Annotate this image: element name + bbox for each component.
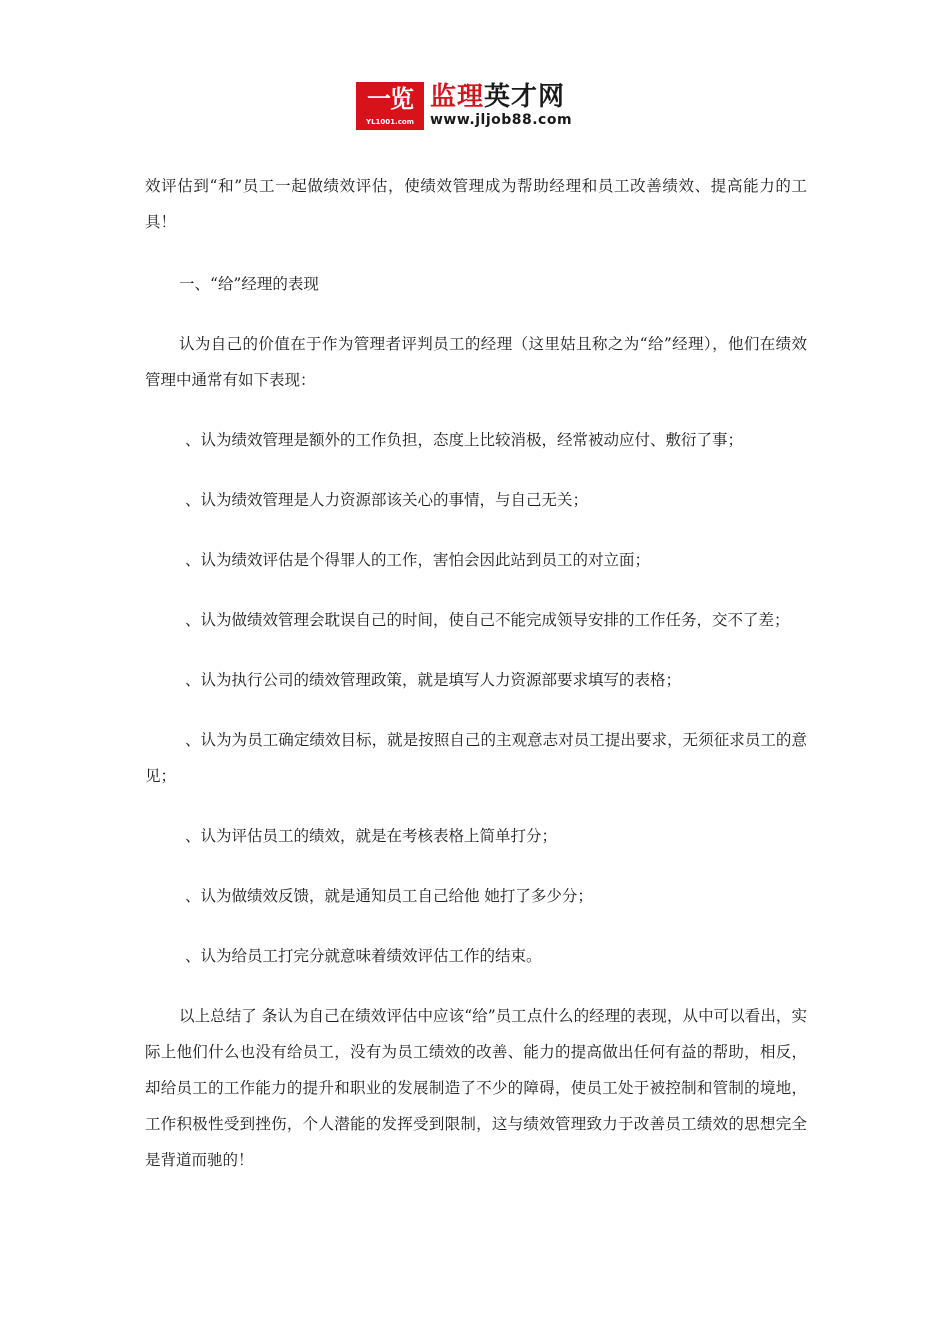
logo-text bbox=[430, 83, 572, 129]
list-item: 、认为做绩效管理会耽误自己的时间，使自己不能完成领导安排的工作任务，交不了差； bbox=[185, 611, 790, 629]
list-item: 、认为绩效评估是个得罪人的工作，害怕会因此站到员工的对立面； bbox=[185, 551, 651, 569]
list-item: 、认为给员工打完分就意味着绩效评估工作的结束。 bbox=[185, 947, 542, 965]
logo-domain: YL1001.com bbox=[366, 118, 414, 126]
list-item: 、认为为员工确定绩效目标，就是按照自己的主观意志对员工提出要求，无须征求员工的意见； bbox=[145, 731, 807, 785]
list-item: 、认为绩效管理是人力资源部该关心的事情，与自己无关； bbox=[185, 491, 589, 509]
list-item: 、认为执行公司的绩效管理政策，就是填写人力资源部要求填写的表格； bbox=[185, 671, 682, 689]
logo-mark: 一览 bbox=[367, 85, 413, 113]
list-item: 、认为评估员工的绩效，就是在考核表格上简单打分； bbox=[185, 827, 558, 845]
site-logo bbox=[356, 82, 572, 130]
logo-name-part2: 英才网 bbox=[484, 82, 566, 112]
intro-paragraph: 效评估到“和”员工一起做绩效评估，使绩效管理成为帮助经理和员工改善绩效、提高能力的工具！ bbox=[145, 177, 807, 231]
lead-paragraph: 认为自己的价值在于作为管理者评判员工的经理（这里姑且称之为“给”经理），他们在绩效管理中通常有如下表现： bbox=[145, 335, 807, 389]
logo-name-part1: 监理 bbox=[430, 82, 485, 112]
logo-name bbox=[430, 83, 572, 111]
document-body bbox=[145, 168, 807, 1178]
list-item: 、认为做绩效反馈，就是通知员工自己给他 她打了多少分； bbox=[185, 887, 593, 905]
summary-paragraph: 以上总结了 条认为自己在绩效评估中应该“给”员工点什么的经理的表现，从中可以看出，实际上他们什么也没有给员工，没有为员工绩效的改善、能力的提高做出任何有益的帮助，相反，却给员工的工作能力的提升和职业的发展制造了不少的障碍，使员工处于被控制和管制的境地，工作积极性受到挫伤，个人潜能的发挥受到限制，这与绩效管理致力于改善员工绩效的思想完全是背道而驰的！ bbox=[145, 1007, 807, 1169]
list-item: 、认为绩效管理是额外的工作负担，态度上比较消极，经常被动应付、敷衍了事； bbox=[185, 431, 744, 449]
logo-url: www.jljob88.com bbox=[430, 112, 573, 128]
logo-badge bbox=[356, 82, 424, 130]
section-heading: 一、“给”经理的表现 bbox=[179, 275, 319, 293]
